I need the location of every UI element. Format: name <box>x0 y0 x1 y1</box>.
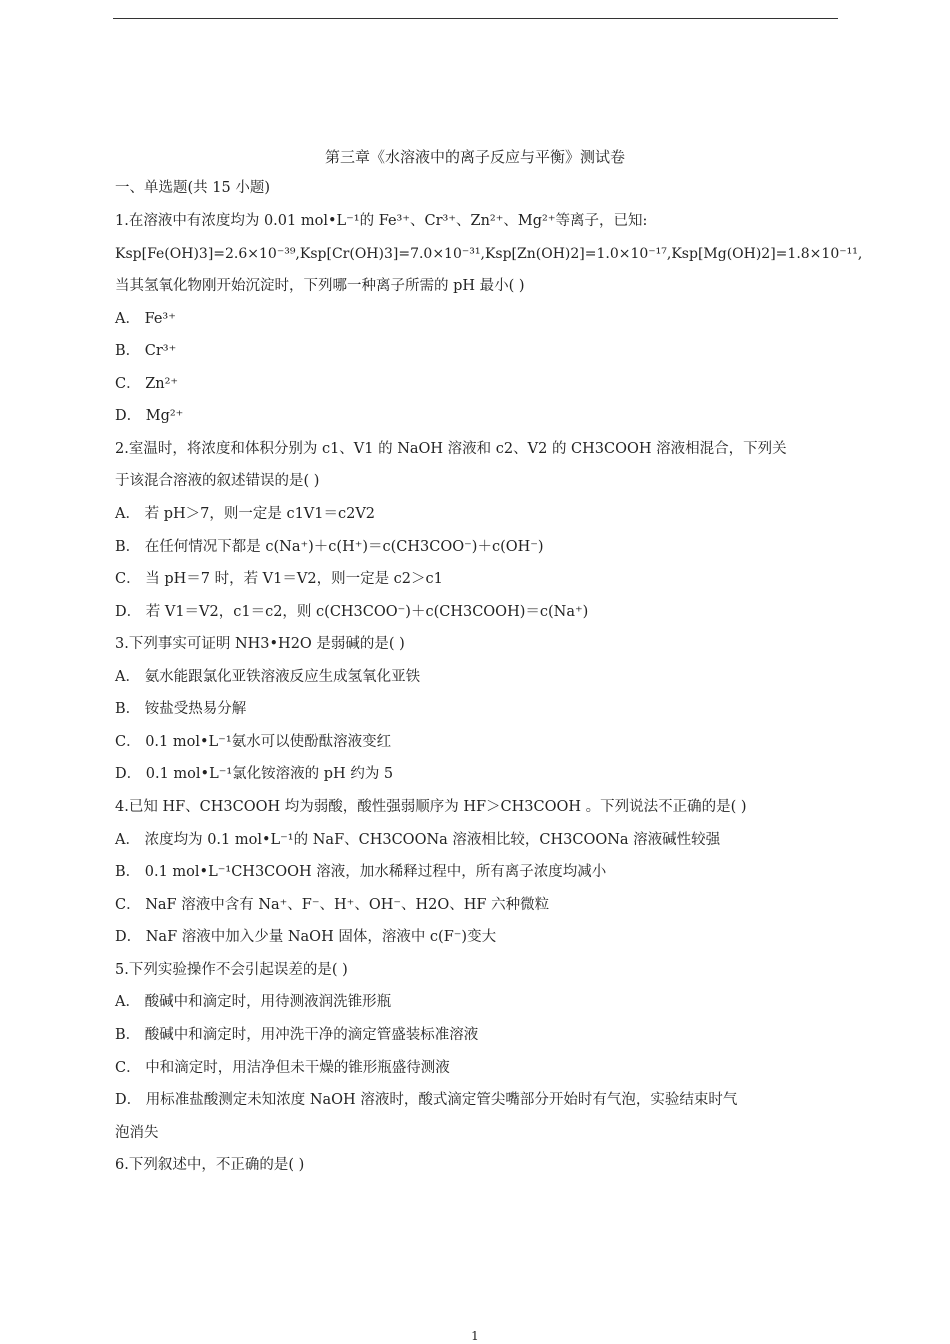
question-1-stem-cont: 当其氢氧化物刚开始沉淀时，下列哪一种离子所需的 pH 最小( ) <box>115 278 525 294</box>
question-3-option-c: C． 0.1 mol•L⁻¹氨水可以使酚酞溶液变红 <box>115 734 392 750</box>
question-5-stem: 5.下列实验操作不会引起误差的是( ) <box>115 962 348 978</box>
question-2-stem-cont: 于该混合溶液的叙述错误的是( ) <box>115 473 320 489</box>
question-2-option-d: D． 若 V1＝V2，c1＝c2，则 c(CH3COO⁻)＋c(CH3COOH)＝c(Na⁺) <box>115 604 589 620</box>
question-2-option-c: C． 当 pH＝7 时，若 V1＝V2，则一定是 c2＞c1 <box>115 571 443 587</box>
question-6-stem: 6.下列叙述中，不正确的是( ) <box>115 1157 305 1173</box>
question-3-option-a: A． 氨水能跟氯化亚铁溶液反应生成氢氧化亚铁 <box>115 669 421 685</box>
question-1-option-a: A． Fe³⁺ <box>115 311 176 327</box>
question-2-option-a: A． 若 pH＞7，则一定是 c1V1＝c2V2 <box>115 506 376 522</box>
header-rule <box>113 18 838 19</box>
question-1-option-c: C． Zn²⁺ <box>115 376 179 392</box>
page-title: 第三章《水溶液中的离子反应与平衡》测试卷 <box>324 148 625 166</box>
question-2-stem: 2.室温时，将浓度和体积分别为 c1、V1 的 NaOH 溶液和 c2、V2 的 CH3COOH 溶液相混合，下列关 <box>115 441 787 457</box>
page-number: 1 <box>471 1329 479 1343</box>
question-4-option-c: C． NaF 溶液中含有 Na⁺、F⁻、H⁺、OH⁻、H2O、HF 六种微粒 <box>115 897 550 913</box>
question-4-option-d: D． NaF 溶液中加入少量 NaOH 固体，溶液中 c(F⁻)变大 <box>115 929 497 945</box>
question-3-option-b: B． 铵盐受热易分解 <box>115 701 247 717</box>
question-3-stem: 3.下列事实可证明 NH3•H2O 是弱碱的是( ) <box>115 636 405 652</box>
question-5-option-d: D． 用标准盐酸测定未知浓度 NaOH 溶液时，酸式滴定管尖嘴部分开始时有气泡，实验结束时气 <box>115 1092 738 1108</box>
question-1-stem: 1.在溶液中有浓度均为 0.01 mol•L⁻¹的 Fe³⁺、Cr³⁺、Zn²⁺、Mg²⁺等离子，已知: <box>115 213 648 229</box>
question-4-stem: 4.已知 HF、CH3COOH 均为弱酸，酸性强弱顺序为 HF＞CH3COOH 。下列说法不正确的是( ) <box>115 799 747 815</box>
question-1-option-b: B． Cr³⁺ <box>115 343 177 359</box>
question-5-option-c: C． 中和滴定时，用洁净但未干燥的锥形瓶盛待测液 <box>115 1060 450 1076</box>
question-3-option-d: D． 0.1 mol•L⁻¹氯化铵溶液的 pH 约为 5 <box>115 766 394 782</box>
question-4-option-a: A． 浓度均为 0.1 mol•L⁻¹的 NaF、CH3COONa 溶液相比较，CH3COONa 溶液碱性较强 <box>115 832 721 848</box>
question-1-option-d: D． Mg²⁺ <box>115 408 184 424</box>
question-5-option-a: A． 酸碱中和滴定时，用待测液润洗锥形瓶 <box>115 994 392 1010</box>
question-4-option-b: B． 0.1 mol•L⁻¹CH3COOH 溶液，加水稀释过程中，所有离子浓度均减小 <box>115 864 607 880</box>
section-heading: 一、单选题(共 15 小题) <box>115 180 270 196</box>
question-5-option-b: B． 酸碱中和滴定时，用冲洗干净的滴定管盛装标准溶液 <box>115 1027 479 1043</box>
question-5-option-d-cont: 泡消失 <box>115 1125 159 1141</box>
question-1-ksp: Ksp[Fe(OH)3]=2.6×10⁻³⁹,Ksp[Cr(OH)3]=7.0×10⁻³¹,Ksp[Zn(OH)2]=1.0×10⁻¹⁷,Ksp[Mg(OH)2]=1.8×10⁻¹¹, <box>115 246 863 262</box>
question-2-option-b: B． 在任何情况下都是 c(Na⁺)＋c(H⁺)＝c(CH3COO⁻)＋c(OH⁻) <box>115 539 544 555</box>
